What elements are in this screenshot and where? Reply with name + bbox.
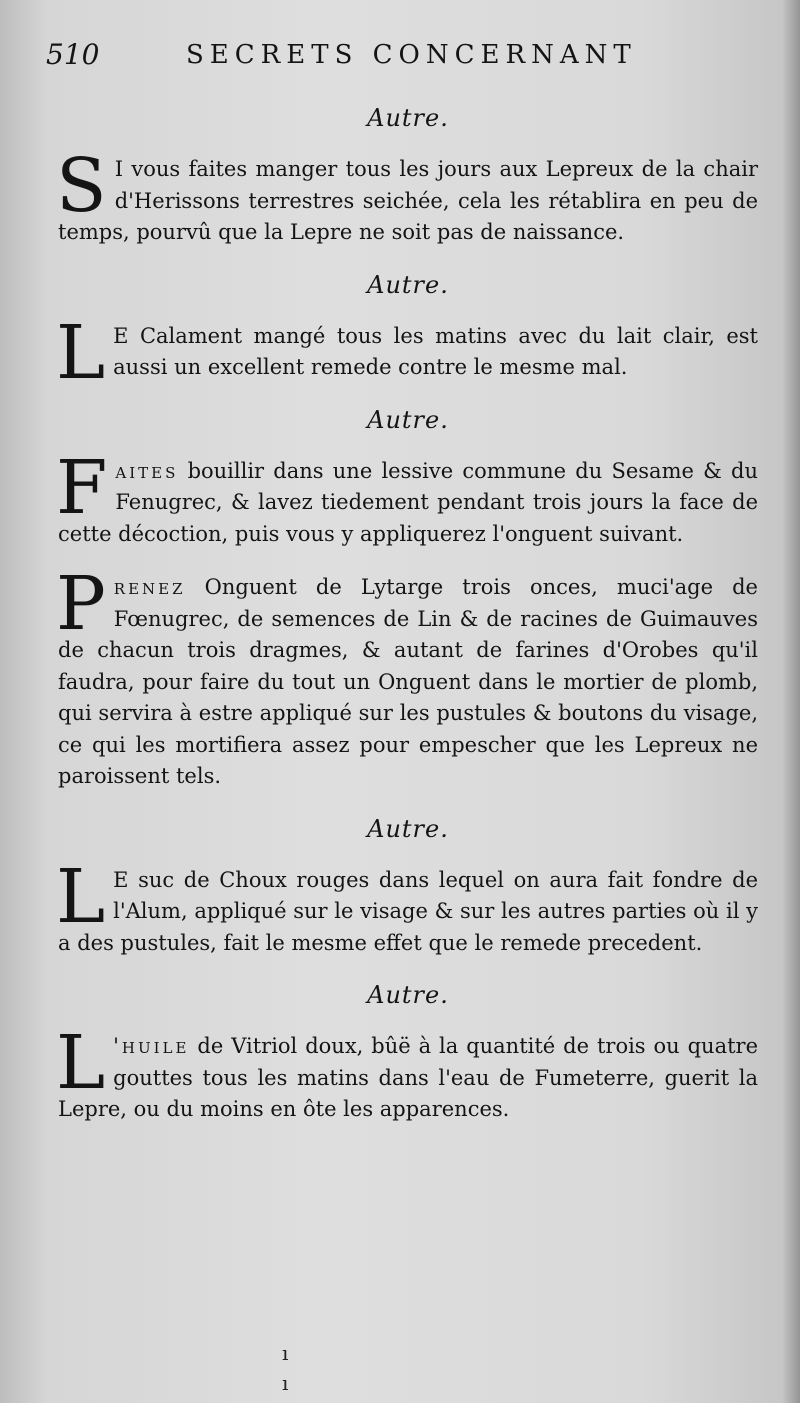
printer-marks: ı ı [282, 1341, 289, 1395]
paragraph-text: E suc de Choux rouges dans lequel on aura fait fondre de l'Alum, appliqué sur le visage & sur les autres parties où il y a des pustules, fait le mesme effet que le remede precedent. [58, 867, 758, 955]
section-title: Autre. [367, 270, 449, 299]
drop-cap-initial: P [56, 561, 106, 647]
recipe-paragraph [56, 143, 758, 249]
section-title: Autre. [367, 405, 449, 434]
running-head: SECRETS CONCERNANT [186, 40, 637, 70]
section-title: Autre. [367, 104, 449, 132]
drop-cap-initial: S [56, 143, 107, 229]
lead-word: renez [113, 575, 186, 599]
lead-word: aites [115, 458, 179, 483]
section-title: Autre. [367, 814, 449, 843]
page-number: 510 [46, 38, 100, 71]
lead-word: 'huile [113, 1034, 190, 1058]
recipe-paragraph [56, 309, 758, 396]
paragraph-text: bouillir dans une lessive commune du Sesame & du Fenugrec, & lavez tiedement pendant trois jours la face de cette décoction, puis vous y appliquerez l'onguent suivant. [58, 458, 758, 546]
section-title: Autre. [367, 981, 449, 1009]
drop-cap-initial: F [56, 444, 108, 531]
page-header [46, 38, 706, 78]
paragraph-text: E Calament mangé tous les matins avec du lait clair, est aussi un excellent remede contre le mesme mal. [113, 323, 758, 379]
paragraph-text: Onguent de Lytarge trois onces, muci'age de Fœnugrec, de semences de Lin & de racines de Guimauves de chacun trois dragmes, & autant de farines d'Orobes qu'il faudra, pour faire du tout un Onguent dans le mortier de plomb, qui servira à estre appliqué sur les pustules & boutons du visage, ce qui les mortifiera assez pour empescher que les Lepreux ne paroissent tels. [58, 575, 758, 788]
drop-cap-initial: L [56, 1020, 106, 1106]
paragraph-text: I vous faites manger tous les jours aux Lepreux de la chair d'Herissons terrestres seichée, cela les rétablira en peu de temps, pourvû que la Lepre ne soit pas de naissance. [58, 157, 758, 244]
page-body [58, 96, 758, 1148]
paragraph-text: de Vitriol doux, bûë à la quantité de trois ou quatre gouttes tous les matins dans l'eau de Fumeterre, guerit la Lepre, ou du moins en ôte les apparences. [58, 1034, 758, 1121]
drop-cap-initial: L [56, 853, 106, 940]
drop-cap-initial: L [56, 309, 106, 396]
recipe-paragraph [56, 1020, 758, 1126]
recipe-paragraph [56, 853, 758, 960]
recipe-paragraph [56, 444, 758, 551]
recipe-paragraph [56, 561, 758, 793]
